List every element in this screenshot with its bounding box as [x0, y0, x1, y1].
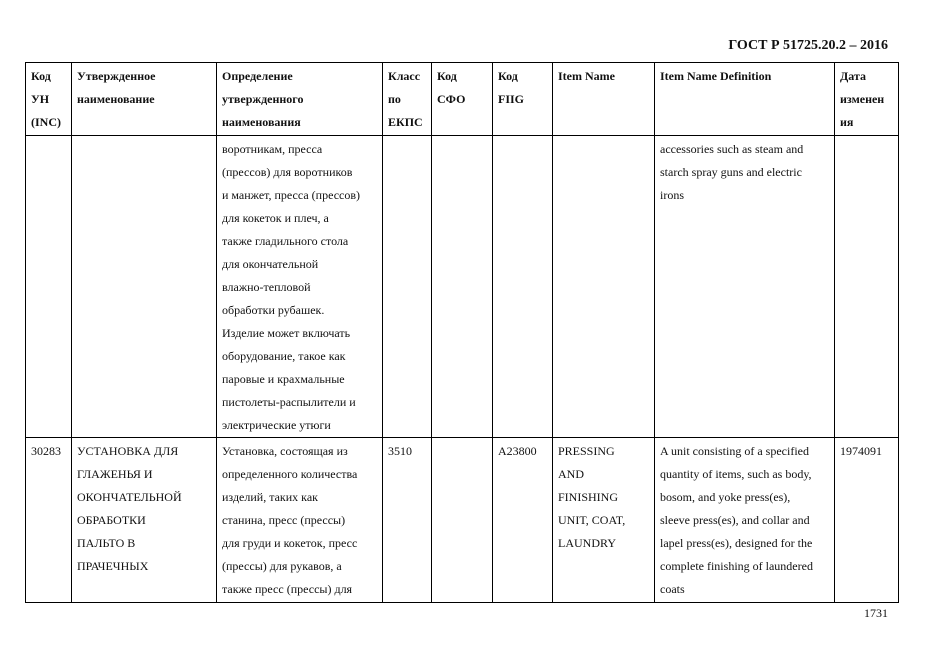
cell-line: ОБРАБОТКИ: [77, 513, 146, 527]
cell-line: оборудование, такое как: [222, 349, 346, 363]
cell-line: Item Name: [558, 69, 615, 83]
header-fiig-code: [493, 63, 553, 136]
header-ekps-class: [383, 63, 432, 136]
cell-line: lapel press(es), designed for the: [660, 536, 813, 550]
cell-ekps-class: [383, 438, 432, 603]
cell-line: A23800: [498, 444, 537, 458]
cell-line: СФО: [437, 92, 466, 106]
cell-inc-code: [26, 136, 72, 438]
cell-line: Класс: [388, 69, 421, 83]
cell-line: (прессов) для воротников: [222, 165, 353, 179]
cell-ekps-class: [383, 136, 432, 438]
cell-approved-name: [72, 438, 217, 603]
cell-sfo-code: [432, 136, 493, 438]
cell-line: для груди и кокеток, пресс: [222, 536, 358, 550]
cell-line: электрические утюги: [222, 418, 331, 432]
cell-line: изделий, таких как: [222, 490, 318, 504]
cell-definition-en: [655, 438, 835, 603]
cell-line: 3510: [388, 444, 412, 458]
header-item-name-definition: [655, 63, 835, 136]
cell-line: наименования: [222, 115, 301, 129]
cell-line: УСТАНОВКА ДЛЯ: [77, 444, 179, 458]
cell-line: также пресс (прессы) для: [222, 582, 353, 596]
cell-line: и манжет, пресса (прессов): [222, 188, 361, 202]
cell-line: влажно-тепловой: [222, 280, 311, 294]
cell-change-date: [835, 438, 899, 603]
table-row: [26, 438, 899, 603]
cell-line: ия: [840, 115, 854, 129]
catalog-table: [25, 62, 899, 603]
cell-line: Изделие может включать: [222, 326, 351, 340]
cell-line: ПРАЧЕЧНЫХ: [77, 559, 149, 573]
header-name-definition-ru: [217, 63, 383, 136]
cell-line: bosom, and yoke press(es),: [660, 490, 791, 504]
cell-definition-en: [655, 136, 835, 438]
cell-line: FIIG: [498, 92, 525, 106]
header-inc-code: [26, 63, 72, 136]
cell-line: воротникам, пресса: [222, 142, 323, 156]
cell-line: УН: [31, 92, 50, 106]
cell-line: для окончательной: [222, 257, 319, 271]
cell-fiig-code: [493, 438, 553, 603]
cell-line: 1974091: [840, 444, 882, 458]
cell-line: ОКОНЧАТЕЛЬНОЙ: [77, 490, 182, 504]
cell-line: Код: [437, 69, 457, 83]
cell-line: изменен: [840, 92, 885, 106]
cell-line: (прессы) для рукавов, а: [222, 559, 342, 573]
cell-line: A unit consisting of a specified: [660, 444, 809, 458]
cell-line: Определение: [222, 69, 293, 83]
cell-definition-ru: [217, 136, 383, 438]
cell-line: FINISHING: [558, 490, 618, 504]
cell-line: sleeve press(es), and collar and: [660, 513, 810, 527]
cell-line: LAUNDRY: [558, 536, 617, 550]
cell-line: определенного количества: [222, 467, 358, 481]
cell-line: Утвержденное: [77, 69, 156, 83]
cell-line: наименование: [77, 92, 155, 106]
cell-line: паровые и крахмальные: [222, 372, 345, 386]
cell-line: complete finishing of laundered: [660, 559, 813, 573]
header-approved-name: [72, 63, 217, 136]
cell-line: также гладильного стола: [222, 234, 349, 248]
cell-line: Код: [498, 69, 518, 83]
cell-line: (INC): [31, 115, 61, 129]
cell-line: Item Name Definition: [660, 69, 772, 83]
cell-line: ЕКПС: [388, 115, 423, 129]
header-change-date: [835, 63, 899, 136]
page-number: 1731: [864, 606, 888, 620]
cell-line: ГЛАЖЕНЬЯ И: [77, 467, 153, 481]
cell-line: UNIT, COAT,: [558, 513, 626, 527]
cell-line: Дата: [840, 69, 866, 83]
cell-definition-ru: [217, 438, 383, 603]
cell-item-name: [553, 438, 655, 603]
cell-line: irons: [660, 188, 684, 202]
cell-line: 30283: [31, 444, 61, 458]
cell-line: по: [388, 92, 401, 106]
cell-line: coats: [660, 582, 685, 596]
cell-line: для кокеток и плеч, а: [222, 211, 329, 225]
cell-line: обработки рубашек.: [222, 303, 325, 317]
cell-line: starch spray guns and electric: [660, 165, 802, 179]
cell-inc-code: [26, 438, 72, 603]
cell-line: Установка, состоящая из: [222, 444, 348, 458]
cell-line: Код: [31, 69, 51, 83]
cell-sfo-code: [432, 438, 493, 603]
cell-line: PRESSING: [558, 444, 615, 458]
table-header-row: [26, 63, 899, 136]
cell-approved-name: [72, 136, 217, 438]
header-sfo-code: [432, 63, 493, 136]
cell-line: quantity of items, such as body,: [660, 467, 812, 481]
document-standard-title: ГОСТ Р 51725.20.2 – 2016: [728, 38, 888, 53]
header-item-name: [553, 63, 655, 136]
cell-fiig-code: [493, 136, 553, 438]
cell-line: станина, пресс (прессы): [222, 513, 346, 527]
cell-line: AND: [558, 467, 584, 481]
table-row: [26, 136, 899, 438]
cell-change-date: [835, 136, 899, 438]
cell-line: ПАЛЬТО В: [77, 536, 136, 550]
cell-line: пистолеты-распылители и: [222, 395, 356, 409]
cell-line: accessories such as steam and: [660, 142, 804, 156]
cell-item-name: [553, 136, 655, 438]
cell-line: утвержденного: [222, 92, 304, 106]
